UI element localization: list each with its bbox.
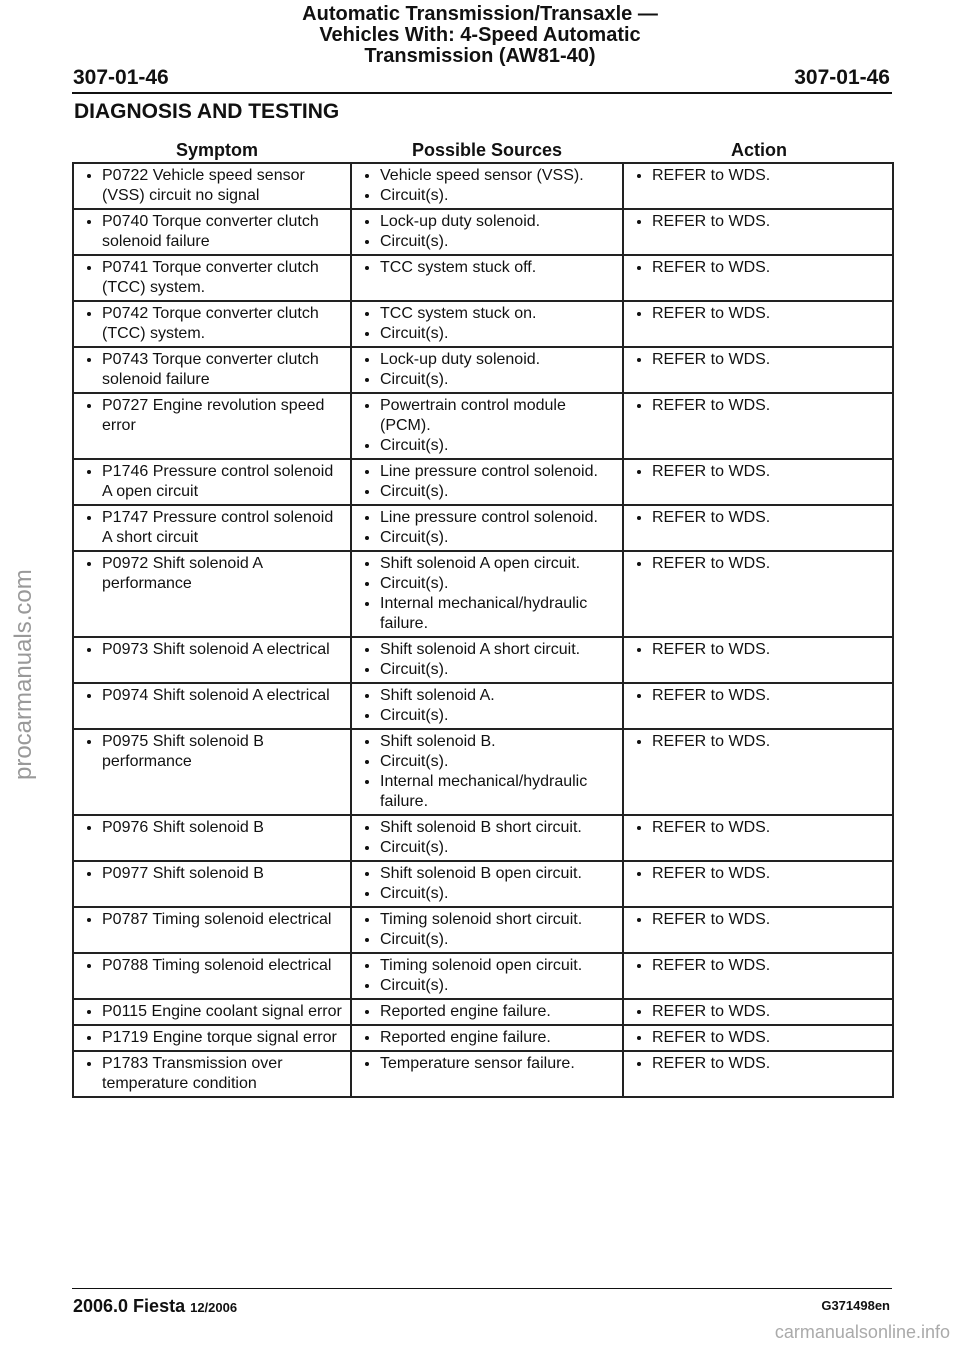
table-row bbox=[73, 1051, 893, 1097]
source-item: • Circuit(s). bbox=[380, 436, 618, 456]
source-item: • Timing solenoid open circuit. bbox=[380, 956, 618, 976]
source-item: • Reported engine failure. bbox=[380, 1002, 618, 1022]
action-cell bbox=[623, 459, 893, 505]
symptom-cell bbox=[73, 209, 351, 255]
header-title-line1: Automatic Transmission/Transaxle — bbox=[302, 3, 658, 25]
source-item: • Timing solenoid short circuit. bbox=[380, 910, 618, 930]
action-text: • REFER to WDS. bbox=[652, 1028, 888, 1048]
sources-cell bbox=[351, 953, 623, 999]
sources-cell bbox=[351, 551, 623, 637]
sources-cell bbox=[351, 505, 623, 551]
table-row bbox=[73, 505, 893, 551]
action-cell bbox=[623, 999, 893, 1025]
source-item: • Shift solenoid B short circuit. bbox=[380, 818, 618, 838]
action-cell bbox=[623, 255, 893, 301]
bottom-watermark: carmanualsonline.info bbox=[774, 1322, 950, 1342]
table-row bbox=[73, 815, 893, 861]
table-row bbox=[73, 861, 893, 907]
source-item: • Lock-up duty solenoid. bbox=[380, 212, 618, 232]
action-text: • REFER to WDS. bbox=[652, 956, 888, 976]
header-title-line2: Vehicles With: 4-Speed Automatic bbox=[319, 24, 641, 46]
action-cell bbox=[623, 1051, 893, 1097]
sources-cell bbox=[351, 907, 623, 953]
sources-cell bbox=[351, 637, 623, 683]
sources-cell bbox=[351, 1051, 623, 1097]
source-item: • Circuit(s). bbox=[380, 482, 618, 502]
header-rule bbox=[72, 92, 892, 94]
action-text: • REFER to WDS. bbox=[652, 864, 888, 884]
footer-rule bbox=[72, 1288, 892, 1289]
symptom-cell bbox=[73, 505, 351, 551]
action-cell bbox=[623, 1025, 893, 1051]
action-text: • REFER to WDS. bbox=[652, 640, 888, 660]
column-header-symptom: Symptom bbox=[176, 140, 259, 160]
source-item: • Circuit(s). bbox=[380, 884, 618, 904]
symptom-text: • P1719 Engine torque signal error bbox=[102, 1028, 346, 1048]
action-cell bbox=[623, 729, 893, 815]
header-title-line3: Transmission (AW81-40) bbox=[364, 45, 596, 67]
action-cell bbox=[623, 163, 893, 209]
source-item: • Circuit(s). bbox=[380, 324, 618, 344]
symptom-cell bbox=[73, 347, 351, 393]
sources-cell bbox=[351, 1025, 623, 1051]
source-item: • Circuit(s). bbox=[380, 574, 618, 594]
sources-cell bbox=[351, 347, 623, 393]
sources-cell bbox=[351, 815, 623, 861]
symptom-text: • P0722 Vehicle speed sensor (VSS) circuit no signal bbox=[102, 166, 346, 206]
symptom-cell bbox=[73, 637, 351, 683]
source-item: • Shift solenoid A. bbox=[380, 686, 618, 706]
side-watermark: procarmanuals.com bbox=[10, 569, 37, 780]
action-text: • REFER to WDS. bbox=[652, 462, 888, 482]
source-item: • TCC system stuck off. bbox=[380, 258, 618, 278]
action-text: • REFER to WDS. bbox=[652, 686, 888, 706]
action-text: • REFER to WDS. bbox=[652, 1054, 888, 1074]
action-cell bbox=[623, 347, 893, 393]
symptom-text: • P1783 Transmission over temperature condition bbox=[102, 1054, 346, 1094]
action-text: • REFER to WDS. bbox=[652, 258, 888, 278]
source-item: • Circuit(s). bbox=[380, 186, 618, 206]
symptom-cell bbox=[73, 551, 351, 637]
source-item: • Circuit(s). bbox=[380, 976, 618, 996]
action-cell bbox=[623, 637, 893, 683]
sources-cell bbox=[351, 301, 623, 347]
symptom-text: • P0727 Engine revolution speed error bbox=[102, 396, 346, 436]
source-item: • Line pressure control solenoid. bbox=[380, 508, 618, 528]
sources-cell bbox=[351, 459, 623, 505]
table-row bbox=[73, 393, 893, 459]
symptom-cell bbox=[73, 953, 351, 999]
symptom-text: • P0974 Shift solenoid A electrical bbox=[102, 686, 346, 706]
table-row bbox=[73, 163, 893, 209]
table-row bbox=[73, 551, 893, 637]
source-item: • Circuit(s). bbox=[380, 660, 618, 680]
symptom-text: • P0976 Shift solenoid B bbox=[102, 818, 346, 838]
action-cell bbox=[623, 953, 893, 999]
diagnosis-table bbox=[72, 162, 894, 1098]
table-row bbox=[73, 255, 893, 301]
footer-model bbox=[73, 1296, 237, 1317]
action-text: • REFER to WDS. bbox=[652, 350, 888, 370]
source-item: • Internal mechanical/hydraulic failure. bbox=[380, 772, 618, 812]
page-code-left: 307-01-46 bbox=[73, 66, 169, 89]
source-item: • Vehicle speed sensor (VSS). bbox=[380, 166, 618, 186]
symptom-cell bbox=[73, 459, 351, 505]
action-text: • REFER to WDS. bbox=[652, 212, 888, 232]
table-row bbox=[73, 347, 893, 393]
action-text: • REFER to WDS. bbox=[652, 508, 888, 528]
symptom-text: • P0115 Engine coolant signal error bbox=[102, 1002, 346, 1022]
table-row bbox=[73, 459, 893, 505]
source-item: • Powertrain control module (PCM). bbox=[380, 396, 618, 436]
action-text: • REFER to WDS. bbox=[652, 396, 888, 416]
action-text: • REFER to WDS. bbox=[652, 818, 888, 838]
source-item: • TCC system stuck on. bbox=[380, 304, 618, 324]
action-cell bbox=[623, 551, 893, 637]
sources-cell bbox=[351, 163, 623, 209]
symptom-text: • P0973 Shift solenoid A electrical bbox=[102, 640, 346, 660]
symptom-text: • P0787 Timing solenoid electrical bbox=[102, 910, 346, 930]
action-text: • REFER to WDS. bbox=[652, 1002, 888, 1022]
column-header-sources: Possible Sources bbox=[412, 140, 563, 160]
sources-cell bbox=[351, 861, 623, 907]
symptom-cell bbox=[73, 907, 351, 953]
symptom-cell bbox=[73, 163, 351, 209]
source-item: • Circuit(s). bbox=[380, 370, 618, 390]
page-code-right: 307-01-46 bbox=[794, 66, 890, 89]
table-row bbox=[73, 683, 893, 729]
symptom-cell bbox=[73, 861, 351, 907]
action-cell bbox=[623, 683, 893, 729]
action-cell bbox=[623, 815, 893, 861]
source-item: • Circuit(s). bbox=[380, 838, 618, 858]
table-row bbox=[73, 301, 893, 347]
sources-cell bbox=[351, 209, 623, 255]
action-text: • REFER to WDS. bbox=[652, 910, 888, 930]
source-item: • Lock-up duty solenoid. bbox=[380, 350, 618, 370]
table-row bbox=[73, 999, 893, 1025]
source-item: • Circuit(s). bbox=[380, 752, 618, 772]
table-row bbox=[73, 953, 893, 999]
symptom-cell bbox=[73, 999, 351, 1025]
symptom-text: • P0742 Torque converter clutch (TCC) system. bbox=[102, 304, 346, 344]
action-text: • REFER to WDS. bbox=[652, 166, 888, 186]
symptom-text: • P0740 Torque converter clutch solenoid failure bbox=[102, 212, 346, 252]
source-item: • Circuit(s). bbox=[380, 930, 618, 950]
symptom-cell bbox=[73, 393, 351, 459]
table-row bbox=[73, 729, 893, 815]
sources-cell bbox=[351, 999, 623, 1025]
action-cell bbox=[623, 301, 893, 347]
section-title: DIAGNOSIS AND TESTING bbox=[74, 100, 340, 123]
source-item: • Shift solenoid B. bbox=[380, 732, 618, 752]
symptom-cell bbox=[73, 815, 351, 861]
symptom-text: • P0743 Torque converter clutch solenoid failure bbox=[102, 350, 346, 390]
sources-cell bbox=[351, 683, 623, 729]
symptom-text: • P0972 Shift solenoid A performance bbox=[102, 554, 346, 594]
source-item: • Circuit(s). bbox=[380, 528, 618, 548]
sources-cell bbox=[351, 393, 623, 459]
source-item: • Line pressure control solenoid. bbox=[380, 462, 618, 482]
action-cell bbox=[623, 907, 893, 953]
symptom-text: • P1747 Pressure control solenoid A short circuit bbox=[102, 508, 346, 548]
action-text: • REFER to WDS. bbox=[652, 304, 888, 324]
symptom-cell bbox=[73, 683, 351, 729]
source-item: • Internal mechanical/hydraulic failure. bbox=[380, 594, 618, 634]
action-cell bbox=[623, 393, 893, 459]
symptom-cell bbox=[73, 1025, 351, 1051]
table-row bbox=[73, 907, 893, 953]
source-item: • Shift solenoid A short circuit. bbox=[380, 640, 618, 660]
source-item: • Reported engine failure. bbox=[380, 1028, 618, 1048]
source-item: • Shift solenoid B open circuit. bbox=[380, 864, 618, 884]
symptom-cell bbox=[73, 301, 351, 347]
action-text: • REFER to WDS. bbox=[652, 554, 888, 574]
action-cell bbox=[623, 209, 893, 255]
footer-model-name: 2006.0 Fiesta bbox=[73, 1296, 186, 1316]
symptom-cell bbox=[73, 729, 351, 815]
footer-date: 12/2006 bbox=[190, 1300, 238, 1315]
source-item: • Temperature sensor failure. bbox=[380, 1054, 618, 1074]
symptom-cell bbox=[73, 1051, 351, 1097]
symptom-text: • P0788 Timing solenoid electrical bbox=[102, 956, 346, 976]
sources-cell bbox=[351, 729, 623, 815]
symptom-text: • P0741 Torque converter clutch (TCC) system. bbox=[102, 258, 346, 298]
source-item: • Shift solenoid A open circuit. bbox=[380, 554, 618, 574]
symptom-text: • P1746 Pressure control solenoid A open circuit bbox=[102, 462, 346, 502]
sources-cell bbox=[351, 255, 623, 301]
symptom-text: • P0975 Shift solenoid B performance bbox=[102, 732, 346, 772]
column-header-action: Action bbox=[731, 140, 787, 160]
source-item: • Circuit(s). bbox=[380, 232, 618, 252]
table-row bbox=[73, 1025, 893, 1051]
action-text: • REFER to WDS. bbox=[652, 732, 888, 752]
action-cell bbox=[623, 861, 893, 907]
table-row bbox=[73, 637, 893, 683]
source-item: • Circuit(s). bbox=[380, 706, 618, 726]
action-cell bbox=[623, 505, 893, 551]
table-row bbox=[73, 209, 893, 255]
footer-doc-code: G371498en bbox=[821, 1298, 890, 1313]
symptom-text: • P0977 Shift solenoid B bbox=[102, 864, 346, 884]
symptom-cell bbox=[73, 255, 351, 301]
